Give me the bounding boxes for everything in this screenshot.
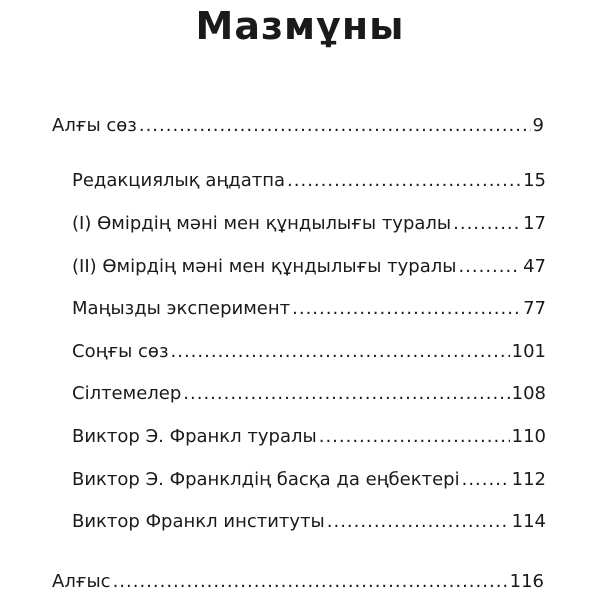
toc-entry-page: 116 (509, 571, 544, 592)
dot-leader (287, 169, 521, 193)
toc-entry-page: 77 (523, 298, 546, 319)
toc-entry-label: (II) Өмірдің мәні мен құндылығы туралы (72, 256, 457, 277)
toc-entry[interactable] (52, 114, 544, 138)
toc-entry-page: 101 (511, 341, 546, 362)
toc-entry[interactable] (72, 510, 546, 534)
dot-leader (458, 255, 521, 279)
toc-entry[interactable] (72, 340, 546, 364)
dot-leader (183, 382, 509, 406)
toc-entry-label: Соңғы сөз (72, 341, 169, 362)
toc-entry-page: 112 (511, 469, 546, 490)
page-title: Мазмұны (195, 4, 405, 48)
toc-entry-page: 114 (511, 511, 546, 532)
toc-entry-label: (I) Өмірдің мәні мен құндылығы туралы (72, 213, 452, 234)
dot-leader (319, 425, 510, 449)
toc-entry-page: 47 (523, 256, 546, 277)
toc-entry[interactable] (72, 255, 546, 279)
dot-leader (462, 468, 510, 492)
toc-entry-page: 15 (523, 170, 546, 191)
toc-entry-label: Алғы сөз (52, 115, 137, 136)
toc-entry-page: 9 (532, 115, 544, 136)
toc-entry-label: Виктор Э. Франкл туралы (72, 426, 317, 447)
toc-entry[interactable] (72, 169, 546, 193)
dot-leader (453, 212, 521, 236)
toc-entry[interactable] (72, 297, 546, 321)
toc-entry-label: Виктор Франкл институты (72, 511, 325, 532)
toc-entry-label: Виктор Э. Франклдің басқа да еңбектері (72, 469, 460, 490)
toc-entry-label: Редакциялық аңдатпа (72, 170, 286, 191)
toc-entry[interactable] (72, 212, 546, 236)
toc-entry[interactable] (72, 382, 546, 406)
toc-entry[interactable] (72, 468, 546, 492)
toc-entry-page: 110 (511, 426, 546, 447)
dot-leader (171, 340, 510, 364)
dot-leader (113, 570, 508, 594)
toc-entry-label: Сілтемелер (72, 383, 182, 404)
dot-leader (139, 114, 531, 138)
toc-entry-label: Маңызды эксперимент (72, 298, 291, 319)
dot-leader (292, 297, 521, 321)
toc-entry[interactable] (52, 570, 544, 594)
toc-entry[interactable] (72, 425, 546, 449)
dot-leader (327, 510, 510, 534)
toc-entry-page: 108 (511, 383, 546, 404)
toc-entry-label: Алғыс (52, 571, 111, 592)
toc-entry-page: 17 (523, 213, 546, 234)
